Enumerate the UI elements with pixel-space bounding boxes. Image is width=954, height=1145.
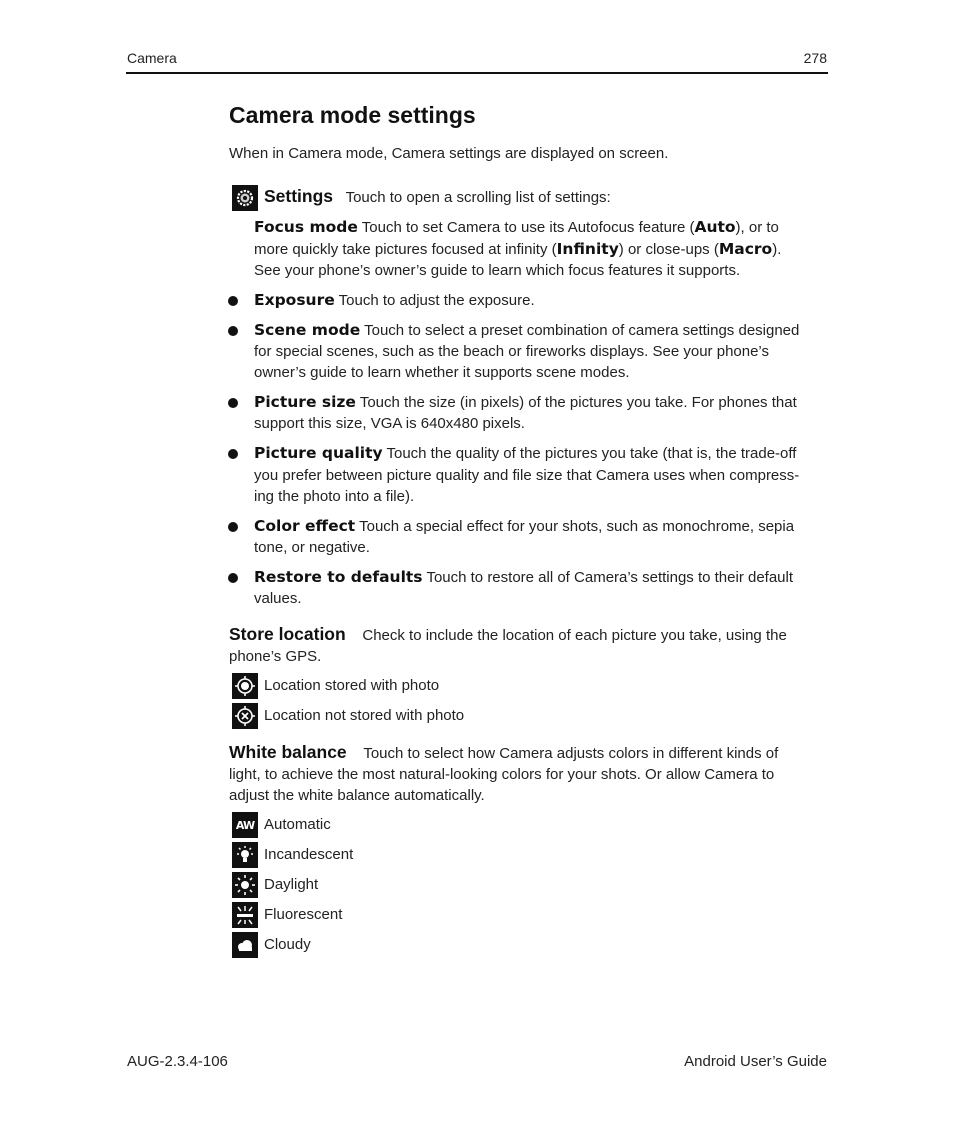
incandescent-bulb-icon [232, 842, 258, 868]
bullet-picture-quality-line-2: you prefer between picture quality and file size that Camera uses when compress- [254, 467, 800, 484]
bullet-dot [228, 522, 238, 532]
bullet-dot [228, 326, 238, 336]
white-balance-fluorescent-label: Fluorescent [264, 906, 343, 923]
bullet-text: Touch to adjust the exposure. [334, 292, 535, 309]
focus-auto-term: Auto [694, 218, 736, 236]
cloudy-icon [232, 932, 258, 958]
bullet-text: Touch the size (in pixels) of the pictures you take. For phones that [355, 394, 797, 411]
bullet-term: Picture quality [254, 444, 383, 462]
bullet-picture-size [254, 392, 797, 414]
bullet-term: Restore to defaults [254, 568, 423, 586]
focus-mode-desc-2: ), or to [735, 219, 779, 236]
focus-mode-desc: Touch to set Camera to use its Autofocus feature ( [357, 219, 695, 236]
bullet-dot [228, 573, 238, 583]
bullet-term: Color effect [254, 517, 356, 535]
store-location-line-2: phone’s GPS. [229, 648, 322, 665]
auto-white-balance-icon [232, 812, 258, 838]
page-title: Camera mode settings [229, 102, 476, 128]
white-balance-line-3: adjust the white balance automatically. [229, 787, 485, 804]
bullet-dot [228, 449, 238, 459]
white-balance-line-2: light, to achieve the most natural-looking colors for your shots. Or allow Camera to [229, 766, 775, 783]
running-header-section: Camera [127, 50, 177, 66]
bullet-exposure [254, 290, 535, 312]
bullet-picture-quality [254, 443, 796, 465]
white-balance-automatic-label: Automatic [264, 816, 331, 833]
bullet-color-effect [254, 516, 794, 538]
focus-mode-desc-5: ). [772, 241, 782, 258]
bullet-text: Touch a special effect for your shots, such as monochrome, sepia [355, 518, 795, 535]
focus-mode-desc-3: more quickly take pictures focused at infinity ( [254, 241, 557, 258]
settings-term: Settings [264, 186, 334, 206]
store-location-term: Store location [229, 624, 346, 644]
white-balance-incandescent-label: Incandescent [264, 846, 354, 863]
bullet-restore-defaults-line-2: values. [254, 590, 302, 607]
settings-desc: Touch to open a scrolling list of settings: [345, 189, 611, 206]
store-location-line-1 [229, 624, 787, 647]
bullet-term: Scene mode [254, 321, 361, 339]
page-number: 278 [803, 50, 827, 66]
bullet-picture-size-line-2: support this size, VGA is 640x480 pixels. [254, 415, 525, 432]
focus-macro-term: Macro [718, 240, 773, 258]
settings-gear-icon [232, 185, 258, 211]
white-balance-cloudy-label: Cloudy [264, 936, 311, 953]
bullet-picture-quality-line-3: ing the photo into a file). [254, 488, 415, 505]
daylight-sun-icon [232, 872, 258, 898]
settings-line [264, 186, 611, 209]
white-balance-desc: Touch to select how Camera adjusts colors in different kinds of [363, 745, 779, 762]
footer-doc-id: AUG-2.3.4-106 [127, 1053, 228, 1070]
footer-guide-title: Android User’s Guide [684, 1053, 827, 1070]
intro-paragraph: When in Camera mode, Camera settings are displayed on screen. [229, 145, 669, 162]
bullet-color-effect-line-2: tone, or negative. [254, 539, 370, 556]
location-not-stored-icon [232, 703, 258, 729]
bullet-restore-defaults [254, 567, 793, 589]
bullet-term: Picture size [254, 393, 356, 411]
bullet-dot [228, 398, 238, 408]
bullet-term: Exposure [254, 291, 335, 309]
auto-white-balance-badge: AW [235, 818, 255, 832]
bullet-scene-mode-line-3: owner’s guide to learn whether it supports scene modes. [254, 364, 630, 381]
location-not-stored-label: Location not stored with photo [264, 707, 465, 724]
bullet-dot [228, 296, 238, 306]
location-stored-label: Location stored with photo [264, 677, 440, 694]
focus-infinity-term: Infinity [556, 240, 619, 258]
white-balance-line-1 [229, 742, 778, 765]
bullet-text: Touch to restore all of Camera’s settings to their default [422, 569, 794, 586]
store-location-desc: Check to include the location of each picture you take, using the [362, 627, 787, 644]
focus-mode-line-1 [254, 217, 834, 239]
white-balance-daylight-label: Daylight [264, 876, 319, 893]
bullet-text: Touch the quality of the pictures you take (that is, the trade-off [382, 445, 797, 462]
focus-mode-desc-4: ) or close-ups ( [618, 241, 719, 258]
focus-mode-line-3: See your phone’s owner’s guide to learn which focus features it supports. [254, 262, 741, 279]
location-stored-icon [232, 673, 258, 699]
focus-mode-term: Focus mode [254, 218, 358, 236]
header-rule [126, 72, 828, 74]
white-balance-term: White balance [229, 742, 347, 762]
bullet-scene-mode-line-2: for special scenes, such as the beach or fireworks displays. See your phone’s [254, 343, 769, 360]
bullet-scene-mode [254, 320, 799, 342]
fluorescent-icon [232, 902, 258, 928]
bullet-text: Touch to select a preset combination of camera settings designed [360, 322, 800, 339]
focus-mode-line-2 [254, 239, 834, 261]
